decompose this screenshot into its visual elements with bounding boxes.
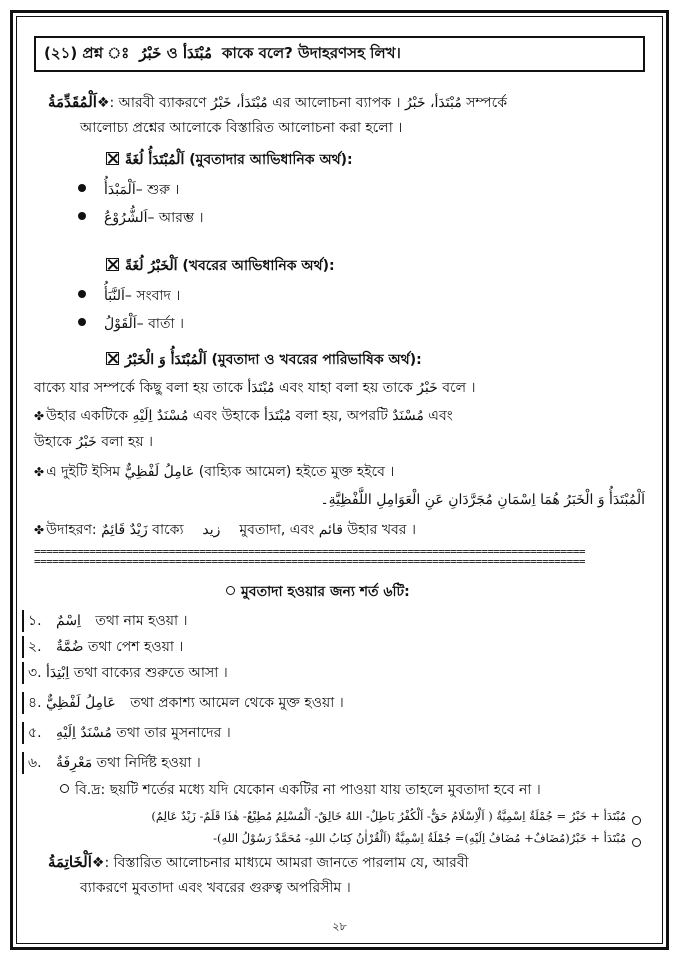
intro-line-2: আলোচ্য প্রশ্নের আলোকে বিস্তারিত আলোচনা করা হলো ।	[80, 120, 403, 136]
formula-line-2: مُبْتَدَأ + خَبْرُ(مُضَافٌ+ مُضَافُ اِلَيْهِ)= جُمْلَةٌ اِسْمِيَّةٌ (اَلْقُرْاٰنُ كِتَابُ اللهِ- مُحَمَّدٌ رَسُوْلُ اللهِ)-	[36, 828, 648, 854]
conclusion-line-1: اَلْخَاتِمَةُ❖: বিস্তারিত আলোচনার মাধ্যমে আমরা জানতে পারলাম যে, আরবী	[48, 853, 469, 871]
conclusion-heading: اَلْخَاتِمَةُ	[48, 853, 92, 871]
section-heading-mubtada-lugah: اَلْمُبْتَدَأُ لُغَةً (মুবতাদার আভিধানিক অর্থ):	[106, 150, 353, 170]
flower-bullet-icon: ✤	[34, 465, 45, 479]
diamond-icon: ❖	[96, 95, 110, 111]
list-item: ২. ضُمَّةٌ তথা পেশ হওয়া ।	[22, 636, 183, 658]
paragraph-line: ✤ এ দুইটি ইসিম عَامِلُ لَفْظِيٌّ (বাহ্যিক আমেল) হইতে মুক্ত হইবে ।	[34, 464, 395, 480]
list-item: اَلْقَوْلُ– বার্তা ।	[78, 314, 184, 334]
question-title	[34, 36, 645, 72]
list-item: ৫. مُسْنَدٌ اِلَيْهِ তথা তার মুসনাদের ।	[22, 722, 231, 744]
flower-bullet-icon: ✤	[34, 409, 45, 423]
checkbox-x-icon	[106, 352, 119, 365]
list-item: اَلْمَبْدَأُ– শুরু ।	[78, 180, 179, 200]
example-line: ✤ উদাহরণ: زَيْدٌ قَائِمٌ বাক্যে زيد মুবতাদা, এবং قائم উহার খবর ।	[34, 522, 416, 538]
list-item: اَلنَّبَأُ– সংবাদ ।	[78, 286, 180, 306]
circle-bullet-icon	[632, 816, 641, 825]
flower-bullet-icon: ✤	[34, 523, 45, 537]
intro-heading: اَلْمُقَدِّمَةُ	[48, 93, 97, 111]
bullet-icon	[78, 184, 86, 192]
question-number: (২১) প্রশ্ন ঃ	[44, 43, 130, 62]
list-item: ৪. عَامِلُ لَفْظِيٌّ তথা প্রকাশ্য আমেল থেকে মুক্ত হওয়া ।	[22, 692, 344, 714]
bullet-icon	[78, 318, 86, 326]
divider-line: ==========================================================================================	[34, 546, 586, 558]
section-heading-istilahi: اَلْمُبْتَدَأُ وَ الْخَبْرُ (মুবতাদা ও খবরের পারিভাষিক অর্থ):	[106, 350, 422, 370]
conclusion-line-2: ব্যাকরণে মুবতাদা এবং খবরের গুরুত্ব অপরিসীম ।	[80, 880, 351, 896]
circle-bullet-icon	[60, 784, 69, 793]
paragraph-line: উহাকে خَبْرُ বলা হয় ।	[34, 434, 154, 450]
list-item: ৬. مَعْرِفَةٌ তথা নির্দিষ্ট হওয়া ।	[22, 752, 201, 774]
list-item: اَلشُّرُوْعُ– আরম্ভ ।	[78, 208, 204, 228]
definition-line: বাক্যে যার সম্পর্কে কিছু বলা হয় তাকে مُبْتَدَأ এবং যাহা বলা হয় তাকে خَبْرُ বলে ।	[34, 380, 476, 396]
circle-bullet-icon	[632, 838, 641, 847]
list-item: ১. اِسْمٌ তথা নাম হওয়া ।	[22, 610, 188, 632]
list-item: ৩. اِبْتِدَأ তথা বাক্যের শুরুতে আসা ।	[22, 662, 228, 684]
arabic-quote: اَلْمُبْتَدَأُ وَ الْخَبَرُ هُمَا اِسْمَانِ مُجَرَّدَانِ عَنِ الْعَوَامِلِ اللَّفْظِيَّةِ۔	[320, 492, 645, 508]
paragraph-line: ✤ উহার একটিকে مُسْنَدٌ اِلَيْهِ এবং উহাকে مُبْتَدَأ বলা হয়, অপরটি مُسْنَدٌ এবং	[34, 408, 453, 424]
page-number: ২৮	[332, 920, 347, 933]
section-heading-khabar-lugah: اَلْخَبْرُ لُغَةً (খবরের আভিধানিক অর্থ):	[106, 256, 335, 276]
intro-line-1: اَلْمُقَدِّمَةُ❖: আরবী ব্যাকরণে مُبْتَدَأ، خَبْرُ এর আলোচনা ব্যাপক । مُبْتَدَأ، خَبْرُ সম্পর্কে	[48, 93, 508, 111]
bullet-icon	[78, 212, 86, 220]
diamond-icon: ❖	[91, 855, 105, 871]
formula-line-1: مُبْتَدَأ + خَبْرُ = جُمْلَةٌ اِسْمِيَّةٌ ( اَلْاِسْلَامُ حَقٌّ- اَلْكُفْرُ بَاطِلٌ- اللهُ خَالِقٌ- اَلْمُسْلِمُ مُطِيْعٌ- هٰذَا قَلَمٌ- زَيْدٌ عَالِمٌ)	[36, 806, 648, 832]
checkbox-x-icon	[106, 258, 119, 271]
divider-line: ==========================================================================================	[34, 556, 586, 568]
conditions-heading: মুবতাদা হওয়ার জন্য শর্ত ৬টি:	[226, 582, 410, 602]
question-arabic: خَبْرُ ও مُبْتَدَأ	[139, 43, 212, 62]
circle-bullet-icon	[226, 586, 235, 595]
question-text: কাকে বলে? উদাহরণসহ লিখ।	[221, 43, 401, 62]
note-line: বি.দ্র: ছয়টি শর্তের মধ্যে যদি যেকোন একটির না পাওয়া যায় তাহলে মুবতাদা হবে না ।	[60, 780, 541, 800]
bullet-icon	[78, 290, 86, 298]
checkbox-x-icon	[106, 152, 119, 165]
